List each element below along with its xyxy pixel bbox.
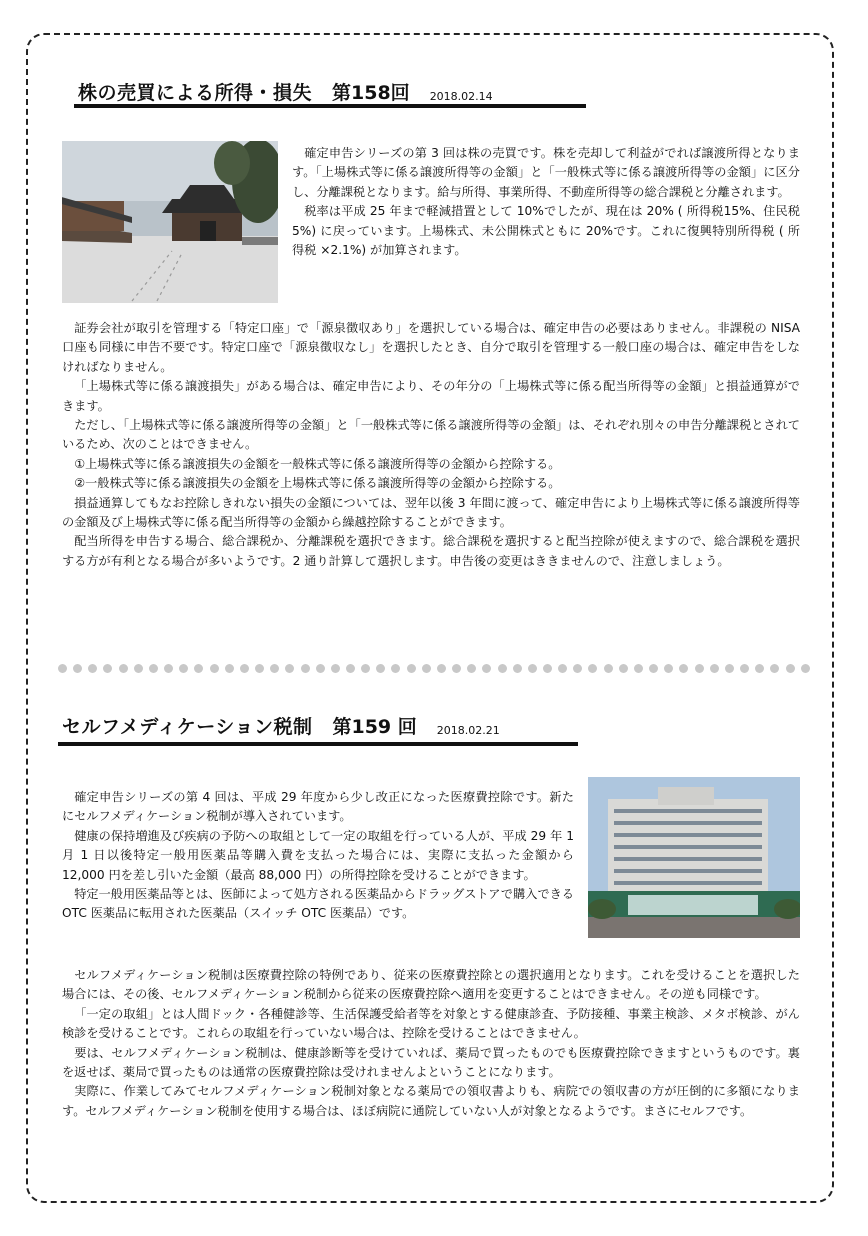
article1-list-item: ①上場株式等に係る譲渡損失の金額を一般株式等に係る譲渡所得等の金額から控除する。: [74, 456, 561, 471]
article2-intro: [62, 788, 574, 924]
article1-title-underline: [74, 104, 586, 108]
article2-intro-paragraph: 健康の保持増進及び疾病の予防への取組として一定の取組を行っている人が、平成 29 年 1 月 1 日以後特定一般用医薬品等購入費を支払った場合には、実際に支払った金額から 12,000 円を差し引いた金額（最高 88,000 円）の所得控除を受けることができます。: [62, 828, 574, 882]
article1-list-item: ②一般株式等に係る譲渡損失の金額を上場株式等に係る譲渡所得等の金額から控除する。: [74, 476, 561, 491]
article1-body: [62, 319, 800, 571]
article1-intro: [292, 144, 800, 260]
dotted-divider: [58, 664, 810, 676]
article2-intro-paragraph: 特定一般用医薬品等とは、医師によって処方される医薬品からドラッグストアで購入できる OTC 医薬品に転用された医薬品（スイッチ OTC 医薬品）です。: [62, 887, 574, 921]
article2-body-paragraph: 実際に、作業してみてセルフメディケーション税制対象となる薬局での領収書よりも、病院での領収書の方が圧倒的に多額になります。セルフメディケーション税制を使用する場合は、ほぼ病院に通院していない人が対象となるようです。まさにセルフです。: [62, 1084, 800, 1118]
article2-title: セルフメディケーション税制: [62, 716, 313, 738]
article1-intro-paragraph: 確定申告シリーズの第 3 回は株の売買です。株を売却して利益がでれば譲渡所得となります。「上場株式等に係る譲渡所得等の金額」と「一般株式等に係る譲渡所得等の金額」に区分し、分離課税となります。給与所得、事業所得、不動産所得等の総合課税と分離されます。: [292, 146, 800, 199]
article1-body-paragraph: 配当所得を申告する場合、総合課税か、分離課税を選択できます。総合課税を選択すると配当控除が使えますので、総合課税を選択する方が有利となる場合が多いようです。2 通り計算して選択します。申告後の変更はききませんので、注意しましょう。: [62, 534, 800, 568]
article1-title: 株の売買による所得・損失: [78, 82, 313, 104]
hospital-building-photo: [588, 777, 800, 938]
article2-date: 2018.02.21: [436, 724, 500, 737]
article2-intro-paragraph: 確定申告シリーズの第 4 回は、平成 29 年度から少し改正になった医療費控除です。新たにセルフメディケーション税制が導入されています。: [62, 790, 574, 824]
article1-body-paragraph: 証券会社が取引を管理する「特定口座」で「源泉徴収あり」を選択している場合は、確定申告の必要はありません。非課税の NISA 口座も同様に申告不要です。特定口座で「源泉徴収なし」を選択したとき、自分で取引を管理する一般口座の場合は、確定申告をしなければなりません。: [62, 321, 800, 374]
article2-body-paragraph: セルフメディケーション税制は医療費控除の特例であり、従来の医療費控除との選択適用となります。これを受けることを選択した場合には、その後、セルフメディケーション税制から従来の医療費控除へ適用を変更することはできません。その逆も同様です。: [62, 968, 800, 1002]
article2-heading: [62, 712, 500, 739]
article2-body: [62, 966, 800, 1121]
article1-body-paragraph: 損益通算してもなお控除しきれない損失の金額については、翌年以後 3 年間に渡って、確定申告により上場株式等に係る譲渡所得等の金額及び上場株式等に係る配当所得等の金額から繰越控除することができます。: [62, 495, 800, 530]
article2-number: 第159 回: [332, 716, 417, 738]
article1-number: 第158回: [332, 82, 410, 104]
article2-body-paragraph: 「一定の取組」とは人間ドック・各種健診等、生活保護受給者等を対象とする健康診査、予防接種、事業主検診、メタボ検診、がん検診を受けることです。これらの取組を行っていない場合は、控除を受けることはできません。: [62, 1006, 800, 1041]
temple-snow-photo: [62, 141, 278, 303]
article2-body-paragraph: 要は、セルフメディケーション税制は、健康診断等を受けていれば、薬局で買ったものでも医療費控除できますというものです。裏を返せば、薬局で買ったものは通常の医療費控除は受けれませんよということになります。: [62, 1045, 800, 1080]
article1-body-paragraph: 「上場株式等に係る譲渡損失」がある場合は、確定申告により、その年分の「上場株式等に係る配当所得等の金額」と損益通算ができます。: [62, 379, 800, 413]
article2-title-underline: [58, 742, 578, 746]
article1-intro-paragraph: 税率は平成 25 年まで軽減措置として 10%でしたが、現在は 20% ( 所得税15%、住民税 5%) に戻っています。上場株式、未公開株式ともに 20%です。これに復興特別所得税 ( 所得税 ×2.1%) が加算されます。: [292, 204, 800, 258]
article1-heading: [78, 78, 493, 105]
article1-body-paragraph: ただし、「上場株式等に係る譲渡所得等の金額」と「一般株式等に係る譲渡所得等の金額」は、それぞれ別々の申告分離課税とされているため、次のことはできません。: [62, 418, 800, 452]
article1-date: 2018.02.14: [429, 90, 493, 103]
